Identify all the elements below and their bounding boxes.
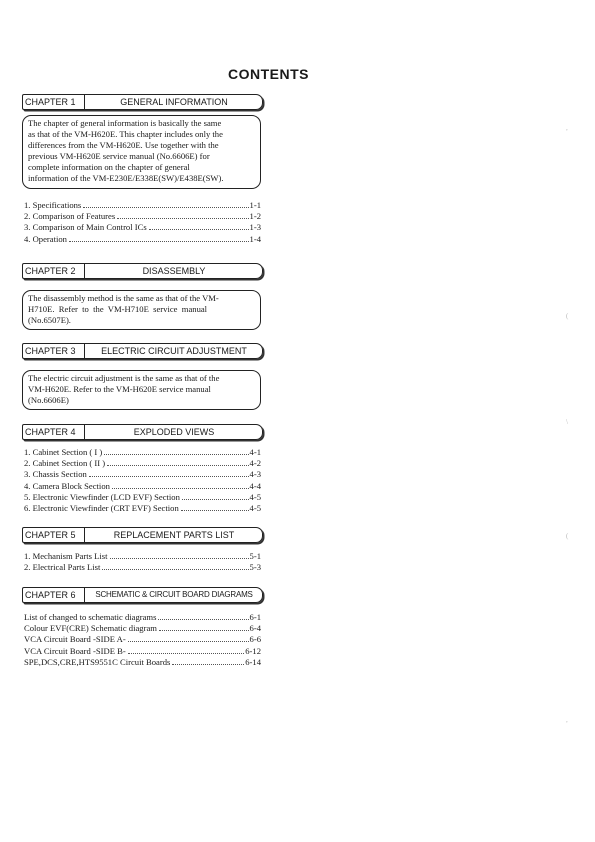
toc-entry[interactable] [24,234,261,245]
toc-entry-title: Colour EVF(CRE) Schematic diagram [24,623,157,634]
chapter-2-description [22,290,261,330]
description-line: information of the VM-E230E/E338E(SW)/E438E(SW). [28,173,224,183]
toc-entry-page: 1-3 [249,222,261,233]
description-line: The electric circuit adjustment is the same as that of the [28,373,220,383]
toc-entry-page: 6-4 [249,623,261,634]
toc-entry-title: 1. Cabinet Section ( I ) [24,447,103,457]
toc-entry[interactable] [24,211,261,222]
toc-entry-title: VCA Circuit Board -SIDE B- [24,645,126,656]
chapter-title: DISASSEMBLY [142,266,206,276]
chapter-2-header [22,263,263,279]
scan-mark: , [566,124,568,132]
chapter-number: CHAPTER 3 [23,344,85,358]
chapter-5-toc [24,551,261,573]
description-line: differences from the VM-H620E. Use together with the [28,140,219,150]
scan-mark: \ [566,418,568,426]
chapter-3-header [22,343,263,359]
page-title: CONTENTS [228,66,309,82]
chapter-title: GENERAL INFORMATION [120,97,228,107]
chapter-title: SCHEMATIC & CIRCUIT BOARD DIAGRAMS [95,590,253,599]
chapter-title: EXPLODED VIEWS [133,427,215,437]
chapter-6-toc [24,612,261,668]
description-line: The disassembly method is the same as that of the VM- [28,293,219,303]
toc-entry-title: 2. Cabinet Section ( II ) [24,458,106,469]
toc-entry[interactable] [24,503,261,514]
toc-entry-page: 4-4 [249,480,261,491]
toc-entry-page: 5-3 [249,562,261,573]
scan-mark: ( [566,532,569,540]
chapter-1-description [22,115,261,189]
chapter-4-header [22,424,263,440]
toc-entry[interactable] [24,492,261,503]
toc-entry-page: 1-1 [249,200,261,210]
toc-entry-page: 4-5 [249,502,261,513]
toc-entry-page: 1-2 [249,211,261,222]
toc-entry[interactable] [24,646,261,657]
toc-entry-title: 3. Comparison of Main Control ICs [24,222,147,233]
toc-entry-page: 6-6 [249,634,261,645]
chapter-3-description [22,370,261,410]
description-line: The chapter of general information is basically the same [28,118,222,128]
description-line: (No.6606E) [28,395,69,405]
description-line: complete information on the chapter of general [28,162,190,172]
chapter-number: CHAPTER 6 [23,588,85,602]
chapter-6-header [22,587,263,603]
toc-entry-page: 1-4 [249,233,261,244]
toc-entry-title: 6. Electronic Viewfinder (CRT EVF) Section [24,502,179,513]
toc-entry-title: 4. Operation [24,233,67,244]
chapter-number: CHAPTER 4 [23,425,85,439]
scan-mark: ( [566,312,569,320]
toc-entry-title: VCA Circuit Board -SIDE A- [24,634,126,645]
toc-entry-title: 2. Comparison of Features [24,211,116,222]
toc-entry-page: 6-12 [245,645,261,656]
chapter-5-header [22,527,263,543]
chapter-number: CHAPTER 2 [23,264,85,278]
description-line: (No.6507E). [28,315,71,325]
toc-entry[interactable] [24,623,261,634]
toc-entry-page: 6-1 [249,612,261,622]
toc-entry-title: List of changed to schematic diagrams [24,612,157,622]
toc-entry-page: 4-3 [249,469,261,480]
toc-entry-title: 4. Camera Block Section [24,480,110,491]
toc-entry[interactable] [24,481,261,492]
toc-entry-title: 5. Electronic Viewfinder (LCD EVF) Section [24,491,180,502]
toc-entry-title: 3. Chassis Section [24,469,87,480]
toc-entry[interactable] [24,657,261,668]
chapter-number: CHAPTER 1 [23,95,85,109]
toc-entry-page: 6-14 [245,656,261,667]
toc-entry[interactable] [24,222,261,233]
chapter-title: REPLACEMENT PARTS LIST [113,530,235,540]
toc-entry-page: 5-1 [249,551,261,561]
chapter-1-toc [24,200,261,245]
scan-mark: , [566,716,568,724]
description-line: VM-H620E. Refer to the VM-H620E service manual [28,384,211,394]
toc-entry-page: 4-2 [249,458,261,469]
toc-entry[interactable] [24,447,261,458]
toc-entry[interactable] [24,634,261,645]
toc-entry[interactable] [24,562,261,573]
toc-entry-title: 2. Electrical Parts List [24,562,101,573]
toc-entry-title: SPE,DCS,CRE,HTS9551C Circuit Boards [24,656,171,667]
description-line: as that of the VM-H620E. This chapter includes only the [28,129,223,139]
toc-entry[interactable] [24,458,261,469]
toc-entry[interactable] [24,551,261,562]
chapter-4-toc [24,447,261,514]
toc-entry[interactable] [24,469,261,480]
description-line: previous VM-H620E service manual (No.6606E) for [28,151,210,161]
toc-entry-page: 4-1 [249,447,261,457]
chapter-number: CHAPTER 5 [23,528,85,542]
chapter-1-header [22,94,263,110]
toc-entry-title: 1. Specifications [24,200,82,210]
description-line: H710E. Refer to the VM-H710E service manual [28,304,208,314]
toc-entry-title: 1. Mechanism Parts List [24,551,108,561]
toc-entry[interactable] [24,200,261,211]
toc-entry-page: 4-5 [249,491,261,502]
chapter-title: ELECTRIC CIRCUIT ADJUSTMENT [101,346,247,356]
toc-entry[interactable] [24,612,261,623]
